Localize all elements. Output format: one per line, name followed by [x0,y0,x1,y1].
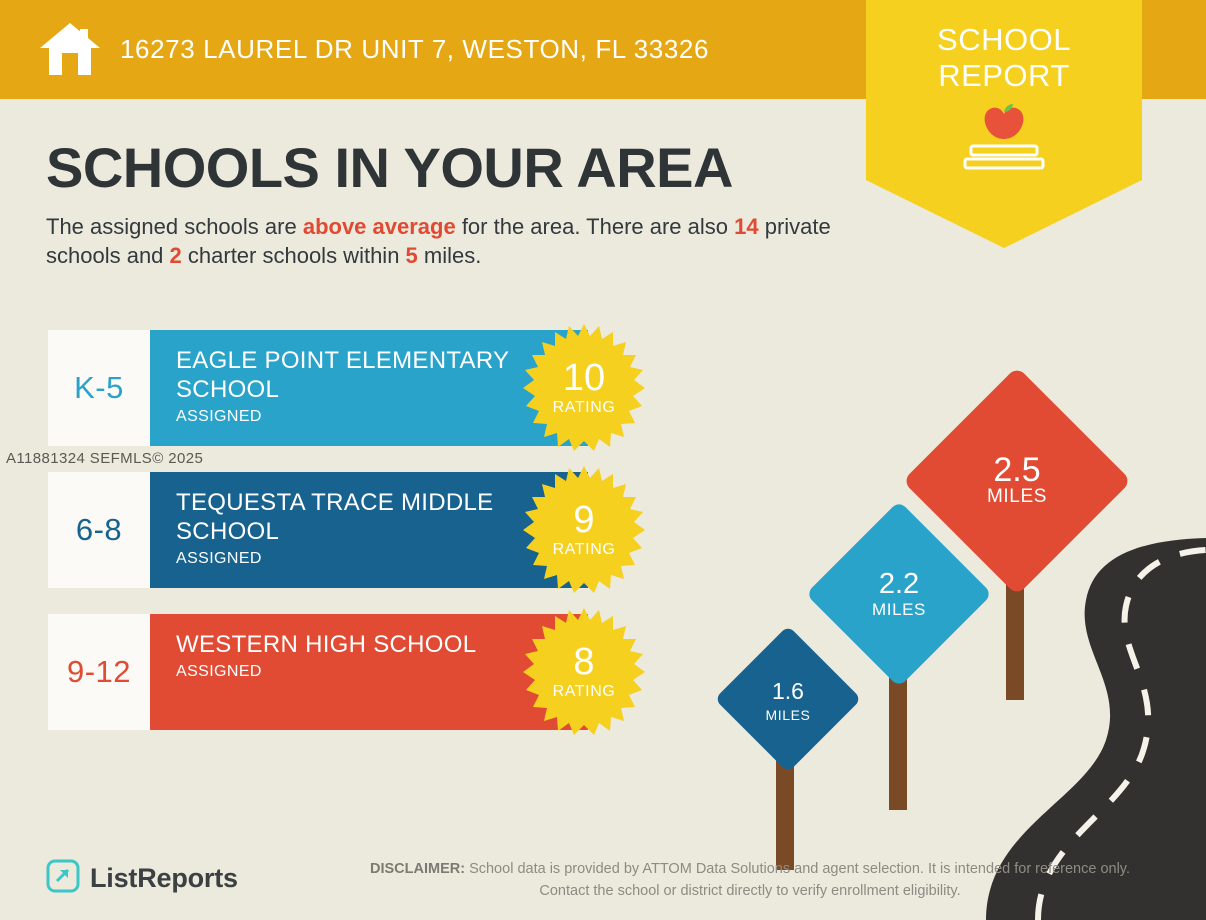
school-report-badge [866,0,1142,248]
property-address: 16273 LAUREL DR UNIT 7, WESTON, FL 33326 [120,34,710,64]
apple-and-books-icon [866,98,1142,183]
grade-range-label: K-5 [74,370,124,405]
rating-badge [518,464,650,596]
school-name: TEQUESTA TRACE MIDDLE SCHOOL [176,489,494,545]
summary-part-3: private schools and [46,214,831,268]
rating-text [518,322,650,454]
grade-range-box [48,472,150,588]
rating-label: RATING [552,541,616,558]
distance-sign [714,625,861,772]
rating-badge [518,606,650,738]
school-list [48,330,668,756]
distance-unit: MILES [765,706,811,723]
grade-range-box [48,330,150,446]
rating-value: 8 [573,641,595,683]
page-title: SCHOOLS IN YOUR AREA [46,136,733,199]
disclaimer-text: School data is provided by ATTOM Data Solutions and agent selection. It is intended for reference only. Contact the school or district directly to verify enrollment eligibility. [465,861,1131,899]
grade-range-box [48,614,150,730]
badge-point [866,180,1142,248]
summary-highlight-rating: above average [302,214,456,239]
distance-unit: MILES [871,599,927,619]
summary-part-4: charter schools within [181,243,406,268]
badge-title-line1: SCHOOL [937,22,1071,57]
summary-part-5: miles. [417,243,482,268]
school-status: ASSIGNED [176,408,262,425]
summary-highlight-private-count: 14 [734,214,759,239]
school-name: EAGLE POINT ELEMENTARY SCHOOL [176,347,509,403]
distance-unit: MILES [986,485,1048,507]
disclaimer [355,858,1145,902]
summary-highlight-charter-count: 2 [169,243,182,268]
listreports-wordmark: ListReports [90,863,238,893]
summary-highlight-miles: 5 [405,243,418,268]
summary-part-1: The assigned schools are [46,214,303,239]
distance-value: 2.2 [878,567,920,600]
rating-label: RATING [552,683,616,700]
listreports-mark-icon [46,859,80,898]
rating-value: 10 [562,357,606,399]
school-name: WESTERN HIGH SCHOOL [176,631,477,658]
school-row [48,330,668,446]
distance-sign-content [736,647,840,751]
badge-title-line2: REPORT [938,58,1070,93]
distance-sign-content [833,528,965,660]
disclaimer-label: DISCLAIMER: [369,861,466,877]
distance-value: 2.5 [993,450,1041,489]
distance-value: 1.6 [772,677,804,704]
school-status: ASSIGNED [176,550,262,567]
rating-label: RATING [552,399,616,416]
school-row [48,614,668,730]
badge-title [866,22,1142,94]
summary-part-2: for the area. There are also [455,214,735,239]
listreports-logo[interactable] [46,859,238,898]
grade-range-label: 6-8 [75,512,123,547]
road-illustration [686,360,1206,920]
rating-value: 9 [573,499,595,541]
school-row [48,472,668,588]
rating-text [518,464,650,596]
summary-text [46,212,846,270]
school-status: ASSIGNED [176,663,262,680]
grade-range-label: 9-12 [66,654,132,689]
rating-text [518,606,650,738]
rating-badge [518,322,650,454]
mls-disclosure: A11881324 SEFMLS© 2025 [6,450,204,467]
home-icon [38,21,102,79]
